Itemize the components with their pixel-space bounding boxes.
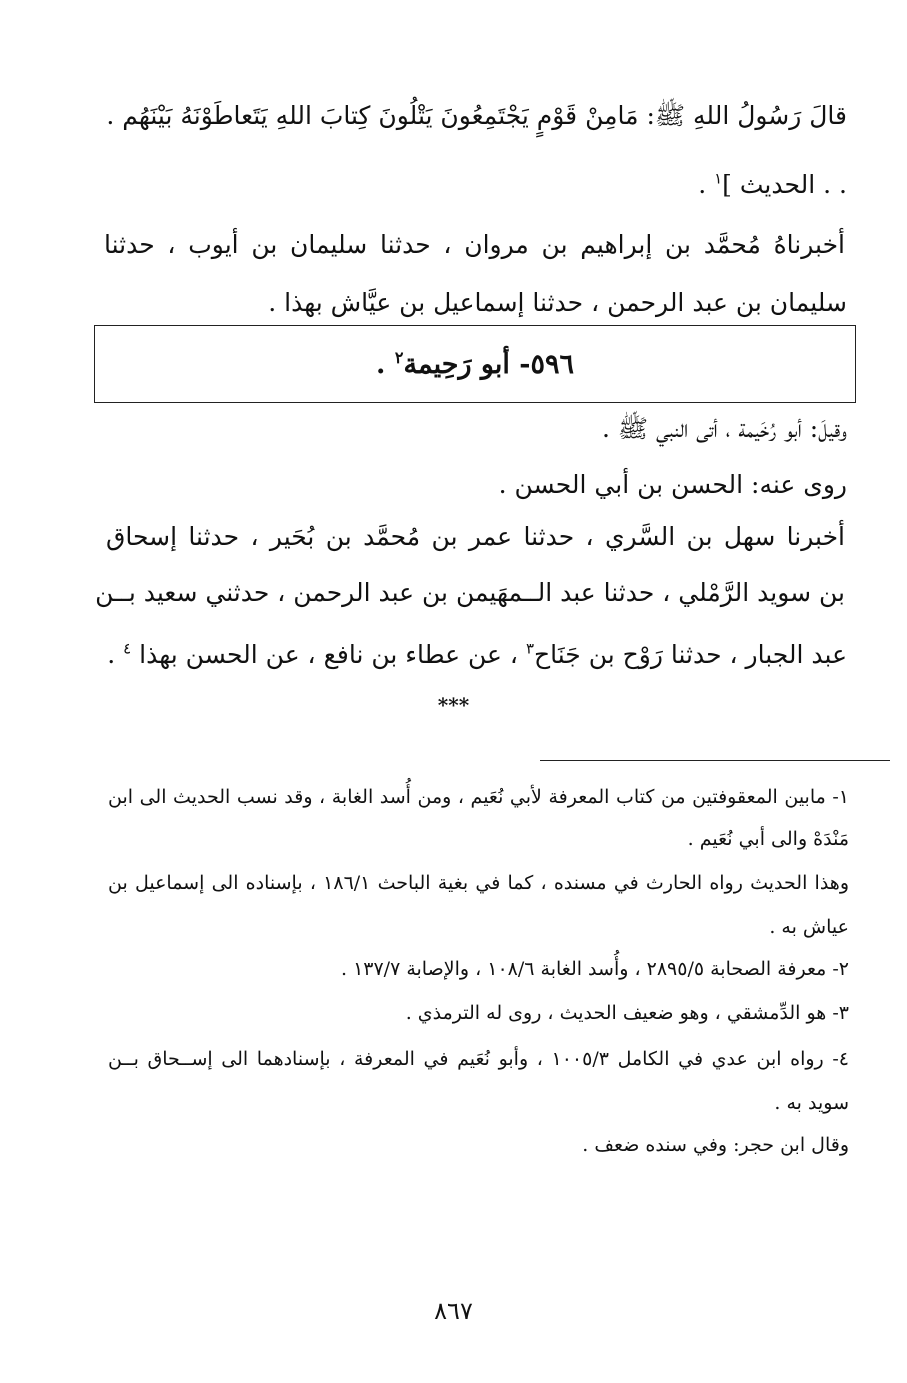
footnote-1-line-2: مَنْدَهْ والى أبي نُعَيم . <box>687 828 849 850</box>
footnote-ref-2[interactable]: ٢ <box>394 347 404 367</box>
entry-line-5b: ، عن عطاء بن نافع ، عن الحسن بهذا <box>131 640 526 669</box>
entry-line-5a: عبد الجبار ، حدثنا رَوْح بن جَنَاح <box>534 640 847 669</box>
body-line-2-end: . <box>698 170 715 199</box>
entry-title-text: ٥٩٦- أبو رَحِيمة <box>403 348 574 380</box>
entry-heading-box <box>94 325 856 403</box>
entry-line-4: بن سويد الرَّمْلي ، حدثنا عبد الــمهَيمن بن عبد الرحمن ، حدثني سعيد بــن <box>95 578 845 607</box>
body-line-4: سليمان بن عبد الرحمن ، حدثنا إسماعيل بن عيَّاش بهذا . <box>268 288 847 317</box>
footnote-4-line-2: سويد به . <box>774 1092 849 1114</box>
entry-line-3: أخبرنا سهل بن السَّري ، حدثنا عمر بن مُحمَّد بن بُحَير ، حدثنا إسحاق <box>106 522 845 551</box>
footnote-2: ٢- معرفة الصحابة ٢٨٩٥/٥ ، وأُسد الغابة ١٠٨/٦ ، والإصابة ١٣٧/٧ . <box>340 958 849 980</box>
footnote-3: ٣- هو الدِّمشقي ، وهو ضعيف الحديث ، روى له الترمذي . <box>405 1002 849 1024</box>
page-number: ٨٦٧ <box>434 1297 473 1325</box>
entry-line-5-end: . <box>107 640 124 669</box>
entry-title <box>376 349 574 380</box>
footnote-rule <box>540 760 890 761</box>
body-line-2 <box>60 170 847 199</box>
section-separator: *** <box>437 693 470 717</box>
entry-line-5 <box>60 640 847 669</box>
body-line-1: قالَ رَسُولُ اللهِ ﷺ: مَامِنْ قَوْمٍ يَجْتَمِعُونَ يَتْلُونَ كِتابَ اللهِ يَتَعاطَوْنَهُ بَيْنَهُم . <box>106 101 847 130</box>
entry-line-2: روى عنه: الحسن بن أبي الحسن . <box>498 470 847 499</box>
footnote-1-line-3: وهذا الحديث رواه الحارث في مسنده ، كما في بغية الباحث ١٨٦/١ ، بإسناده الى إسماعيل بن <box>108 872 849 894</box>
footnote-4-line-3: وقال ابن حجر: وفي سنده ضعف . <box>582 1134 849 1156</box>
footnote-4-line-1: ٤- رواه ابن عدي في الكامل ١٠٠٥/٣ ، وأبو نُعَيم في المعرفة ، بإسنادهما الى إســحاق بــن <box>108 1048 849 1070</box>
entry-line-1: وقيلَ: أبو رُخَيمة ، أتى النبي ﷺ . <box>601 414 847 443</box>
footnote-1-line-4: عياش به . <box>769 916 849 938</box>
footnote-ref-3[interactable]: ٣ <box>525 639 534 658</box>
footnote-ref-1[interactable]: ١ <box>714 169 723 188</box>
footnote-1-line-1: ١- مابين المعقوفتين من كتاب المعرفة لأبي نُعَيم ، ومن أُسد الغابة ، وقد نسب الحديث الى ابن <box>108 786 849 808</box>
footnote-ref-4[interactable]: ٤ <box>123 639 132 658</box>
entry-title-end: . <box>376 348 395 380</box>
body-line-2-text: . . الحديث ] <box>722 170 847 199</box>
body-line-3: أخبرناهُ مُحمَّد بن إبراهيم بن مروان ، حدثنا سليمان بن أيوب ، حدثنا <box>104 230 845 259</box>
